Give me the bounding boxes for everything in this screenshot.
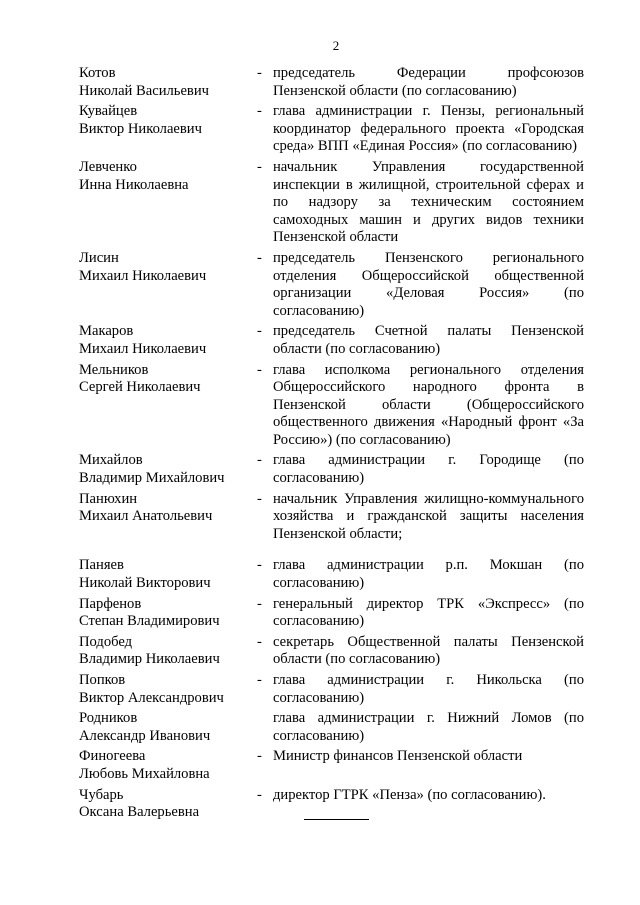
member-role: председатель Федерации профсоюзов Пензенской области (по согласованию) [273, 65, 584, 99]
member-role: начальник Управления жилищно-коммунального хозяйства и гражданской защиты населения Пензенской области; [273, 490, 584, 542]
member-dash: - [257, 249, 262, 266]
member-surname: Кувайцев [79, 103, 138, 120]
member-surname: Левченко [79, 158, 137, 175]
member-given-names: Виктор Николаевич [79, 120, 202, 137]
member-dash: - [257, 557, 262, 574]
member-given-names: Инна Николаевна [79, 176, 189, 193]
member-name [79, 787, 257, 822]
member-entry [79, 787, 584, 822]
member-given-names: Николай Васильевич [79, 82, 209, 99]
member-role: глава администрации г. Никольска (по согласованию) [273, 672, 584, 706]
member-name [79, 557, 257, 592]
member-dash: - [257, 786, 262, 803]
member-given-names: Михаил Николаевич [79, 340, 207, 357]
member-given-names: Михаил Анатольевич [79, 508, 213, 525]
member-dash: - [257, 672, 262, 688]
member-surname: Парфенов [79, 595, 142, 612]
member-role: директор ГТРК «Пенза» (по согласованию). [273, 786, 546, 803]
member-given-names: Александр Иванович [79, 727, 211, 744]
member-surname: Чубарь [79, 786, 124, 803]
member-entry [79, 710, 584, 745]
member-given-names: Степан Владимирович [79, 613, 220, 630]
member-dash: - [257, 158, 262, 175]
member-role: генеральный директор ТРК «Экспресс» (по согласованию) [273, 595, 584, 630]
member-dash [257, 710, 273, 745]
member-surname: Родников [79, 710, 138, 727]
member-name [79, 491, 257, 544]
member-entry [79, 362, 584, 450]
member-surname: Мельников [79, 361, 149, 378]
member-dash: - [257, 323, 262, 340]
member-name [79, 323, 257, 358]
member-name [79, 362, 257, 450]
member-surname: Михайлов [79, 452, 143, 469]
member-surname: Финогеева [79, 748, 146, 765]
member-surname: Котов [79, 65, 116, 81]
member-dash: - [257, 633, 262, 650]
member-name [79, 748, 257, 783]
member-entry [79, 634, 584, 669]
member-entry [79, 103, 584, 156]
member-dash: - [257, 103, 262, 120]
member-dash: - [257, 65, 262, 81]
page-number: 2 [332, 38, 340, 53]
member-dash: - [257, 452, 262, 469]
member-given-names: Оксана Валерьевна [79, 804, 200, 821]
member-name [79, 103, 257, 156]
member-surname: Лисин [79, 249, 119, 266]
member-entry [79, 672, 584, 707]
member-role: глава исполкома регионального отделения Общероссийского народного фронта в Пензенской области (Общероссийского общественного движения «Народный фронт «За Россию») (по согласованию) [273, 361, 584, 448]
member-surname: Панюхин [79, 490, 138, 507]
member-given-names: Владимир Николаевич [79, 651, 220, 668]
member-name [79, 250, 257, 320]
member-name [79, 159, 257, 247]
member-given-names: Сергей Николаевич [79, 379, 201, 396]
member-role: Министр финансов Пензенской области [273, 748, 523, 765]
member-name [79, 710, 257, 745]
member-surname: Паняев [79, 557, 124, 574]
member-name [79, 672, 257, 707]
member-entry [79, 159, 584, 247]
member-dash: - [257, 748, 262, 765]
member-entry [79, 250, 584, 320]
member-role: председатель Счетной палаты Пензенской области (по согласованию) [273, 323, 584, 357]
member-given-names: Владимир Михайлович [79, 470, 225, 487]
member-name [79, 65, 257, 100]
member-given-names: Николай Викторович [79, 575, 211, 592]
member-role: начальник Управления государственной инспекции в жилищной, строительной сферах и по надзору за техническим состоянием самоходных машин и других видов техники Пензенской области [273, 158, 584, 246]
member-name [79, 634, 257, 669]
member-role: председатель Пензенского регионального отделения Общероссийской общественной организации «Деловая Россия» (по согласованию) [273, 249, 584, 319]
member-role: глава администрации г. Нижний Ломов (по согласованию) [273, 710, 584, 744]
member-surname: Попков [79, 672, 126, 688]
member-given-names: Любовь Михайловна [79, 765, 210, 782]
end-divider [304, 819, 369, 820]
member-surname: Макаров [79, 323, 134, 340]
member-dash: - [257, 361, 262, 378]
member-name [79, 596, 257, 631]
member-dash: - [257, 490, 262, 507]
member-entry [79, 65, 584, 100]
member-role: глава администрации р.п. Мокшан (по согласованию) [273, 557, 584, 592]
member-entry [79, 452, 584, 487]
member-given-names: Михаил Николаевич [79, 267, 207, 284]
member-dash: - [257, 595, 262, 612]
member-surname: Подобед [79, 633, 133, 650]
member-role: глава администрации г. Городище (по согласованию) [273, 452, 584, 487]
member-role: секретарь Общественной палаты Пензенской области (по согласованию) [273, 633, 584, 668]
member-entry [79, 557, 584, 592]
member-list [79, 65, 584, 825]
member-given-names: Виктор Александрович [79, 689, 224, 706]
member-entry [79, 748, 584, 783]
member-entry [79, 596, 584, 631]
member-entry [79, 323, 584, 358]
member-role: глава администрации г. Пензы, региональный координатор федерального проекта «Городская среда» ВПП «Единая Россия» (по согласованию) [273, 103, 584, 155]
member-name [79, 452, 257, 487]
member-entry [79, 491, 584, 544]
